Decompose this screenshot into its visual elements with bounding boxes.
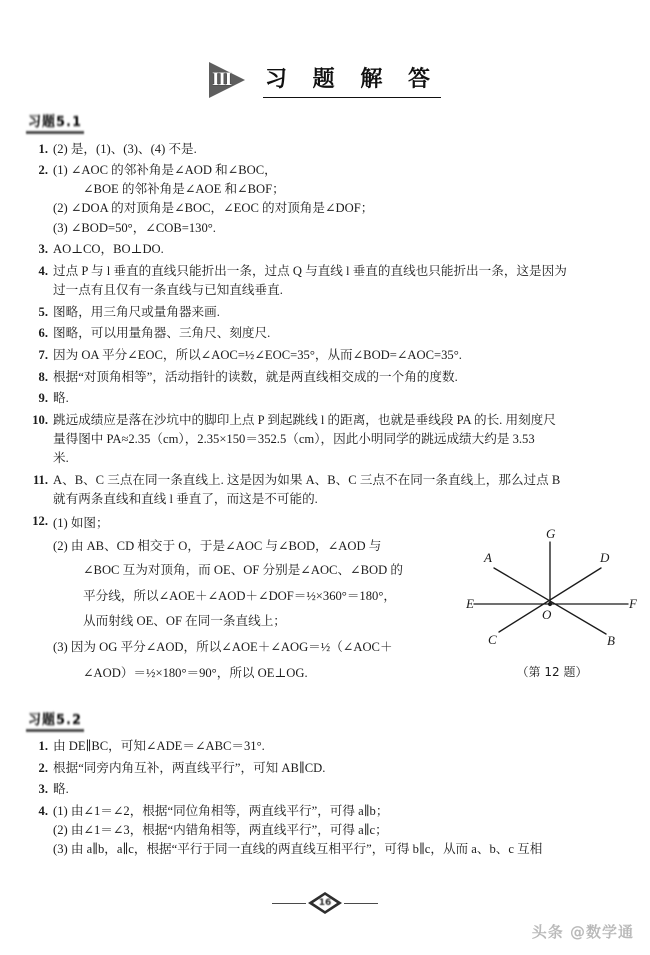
item-number: 3. <box>38 782 48 797</box>
label-A: A <box>484 550 492 565</box>
item-number: 9. <box>38 391 48 406</box>
item-body <box>53 759 626 778</box>
list-item <box>26 471 640 509</box>
item-number: 5. <box>38 304 48 319</box>
item-number: 12. <box>32 513 48 528</box>
section-2-item-list <box>26 737 640 859</box>
item-line: 跳远成绩应是落在沙坑中的脚印上点 P 到起跳线 l 的距离，也就是垂线段 PA 的长. 用刻度尺 <box>53 412 556 427</box>
list-item <box>26 240 640 259</box>
item-line: 过一点有且仅有一条直线与已知直线垂直. <box>53 282 283 297</box>
label-O: O <box>542 607 552 622</box>
item-number: 3. <box>38 242 48 257</box>
watermark: 头条 @数学通 <box>531 923 634 941</box>
title-text: 习 题 解 答 <box>263 62 441 98</box>
label-F: F <box>629 596 637 611</box>
item-line: (1) 如图； <box>53 515 109 530</box>
item-line: (1) 由∠1＝∠2，根据“同位角相等，两直线平行”，可得 a∥b； <box>53 803 389 818</box>
figure-point-labels <box>466 528 638 648</box>
item-line: (2) ∠DOA 的对顶角是∠BOC，∠EOC 的对顶角是∠DOF； <box>53 201 374 216</box>
title-numeral: III <box>212 69 232 90</box>
item-line: 过点 P 与 l 垂直的直线只能折出一条，过点 Q 与直线 l 垂直的直线也只能折出一条，这是因为 <box>53 263 567 278</box>
list-item <box>26 368 640 387</box>
point-O-dot <box>548 602 552 606</box>
item-line: (2) 由∠1＝∠3，根据“内错角相等，两直线平行”，可得 a∥c； <box>53 823 388 838</box>
page-number-diamond-icon <box>308 892 342 914</box>
item-body <box>53 161 626 238</box>
page-number: 16 <box>318 898 332 908</box>
list-item <box>26 512 470 687</box>
item-number: 6. <box>38 326 48 341</box>
item-line: (3) ∠BOD=50°，∠COB=130°. <box>53 220 216 235</box>
item-body <box>53 780 626 799</box>
item-number: 8. <box>38 369 48 384</box>
item-line: 因为 OA 平分∠EOC，所以∠AOC=½∠EOC=35°，从而∠BOD=∠AOC=35°. <box>53 347 462 362</box>
item-body <box>53 737 626 756</box>
label-G: G <box>546 528 556 541</box>
item-line: 平分线，所以∠AOE＋∠AOD＋∠DOF＝½×360°＝180°， <box>83 589 396 604</box>
list-item <box>26 303 640 322</box>
item-body <box>53 346 626 365</box>
item-line: 就有两条直线和直线 l 垂直了，而这是不可能的. <box>53 491 318 506</box>
title-marker-icon <box>209 62 249 98</box>
item-body <box>53 471 626 509</box>
list-item <box>26 346 640 365</box>
item-line: (2) 是，(1)、(3)、(4) 不是. <box>53 141 197 156</box>
item-body <box>53 324 626 343</box>
item-line: (3) 因为 OG 平分∠AOD，所以∠AOE＋∠AOG＝½（∠AOC＋ <box>53 639 393 654</box>
list-item <box>26 262 640 300</box>
item-line: A、B、C 三点在同一条直线上. 这是因为如果 A、B、C 三点不在同一条直线上，那么过点 B <box>53 472 561 487</box>
ornament-rule-right <box>344 903 378 904</box>
list-item <box>26 161 640 238</box>
item-line: 根据“对顶角相等”，活动指针的读数，就是两直线相交成的一个角的度数. <box>53 369 458 384</box>
footer-ornament <box>0 892 650 914</box>
item-number: 11. <box>32 472 48 487</box>
page-title <box>0 62 650 98</box>
label-D: D <box>600 550 610 565</box>
label-C: C <box>488 632 497 647</box>
item-number: 1. <box>38 141 48 156</box>
item-line: (1) ∠AOC 的邻补角是∠AOD 和∠BOC， <box>53 163 277 178</box>
item-body <box>53 303 626 322</box>
item-line: (3) 由 a∥b，a∥c，根据“平行于同一直线的两直线互相平行”，可得 b∥c，从而 a、b、c 互相 <box>53 842 543 857</box>
item-line: 图略，可以用量角器、三角尺、刻度尺. <box>53 326 271 341</box>
list-item <box>26 411 640 468</box>
item-number: 2. <box>38 760 48 775</box>
item-body <box>53 368 626 387</box>
list-item <box>26 780 640 799</box>
item-body <box>53 512 456 687</box>
item-body <box>53 262 626 300</box>
item-line: 图略，用三角尺或量角器来画. <box>53 304 220 319</box>
item-line: ∠BOE 的邻补角是∠AOE 和∠BOF； <box>83 182 285 197</box>
item-line: 略. <box>53 391 69 406</box>
ornament-rule-left <box>272 903 306 904</box>
item-line: ∠AOD）＝½×180°＝90°，所以 OE⊥OG. <box>83 666 308 681</box>
figure-caption: （第 12 题） <box>516 665 588 679</box>
list-item <box>26 759 640 778</box>
list-item <box>26 140 640 159</box>
item-line: 略. <box>53 782 69 797</box>
list-item <box>26 389 640 408</box>
item-line: ∠BOC 互为对顶角，而 OE、OF 分别是∠AOC、∠BOD 的 <box>83 563 403 578</box>
item-number: 4. <box>38 263 48 278</box>
item-number: 1. <box>38 739 48 754</box>
item-line: AO⊥CO，BO⊥DO. <box>53 242 164 257</box>
list-item <box>26 737 640 756</box>
item-line: 由 DE∥BC，可知∠ADE＝∠ABC＝31°. <box>53 739 265 754</box>
geometry-diagram-svg <box>466 528 638 656</box>
item-body <box>53 411 626 468</box>
item-line: 根据“同旁内角互补，两直线平行”，可知 AB∥CD. <box>53 760 326 775</box>
list-item <box>26 324 640 343</box>
list-item <box>26 802 640 859</box>
item-body <box>53 240 626 259</box>
label-E: E <box>466 596 474 611</box>
figure-item-12 <box>466 528 638 680</box>
item-line: (2) 由 AB、CD 相交于 O，于是∠AOC 与∠BOD，∠AOD 与 <box>53 539 382 554</box>
section-2 <box>0 709 650 860</box>
item-number: 2. <box>38 163 48 178</box>
item-number: 10. <box>32 412 48 427</box>
item-line: 量得图中 PA≈2.35（cm），2.35×150＝352.5（cm），因此小明同学的跳远成绩大约是 3.53 <box>53 431 535 446</box>
item-body <box>53 802 626 859</box>
section-2-header: 习题5.2 <box>26 708 84 731</box>
item-line: 从而射线 OE、OF 在同一条直线上； <box>83 613 286 628</box>
label-B: B <box>607 633 615 648</box>
section-1-header: 习题5.1 <box>26 110 84 133</box>
item-body <box>53 389 626 408</box>
item-number: 4. <box>38 803 48 818</box>
item-body <box>53 140 626 159</box>
item-number: 7. <box>38 347 48 362</box>
item-line: 米. <box>53 451 69 466</box>
